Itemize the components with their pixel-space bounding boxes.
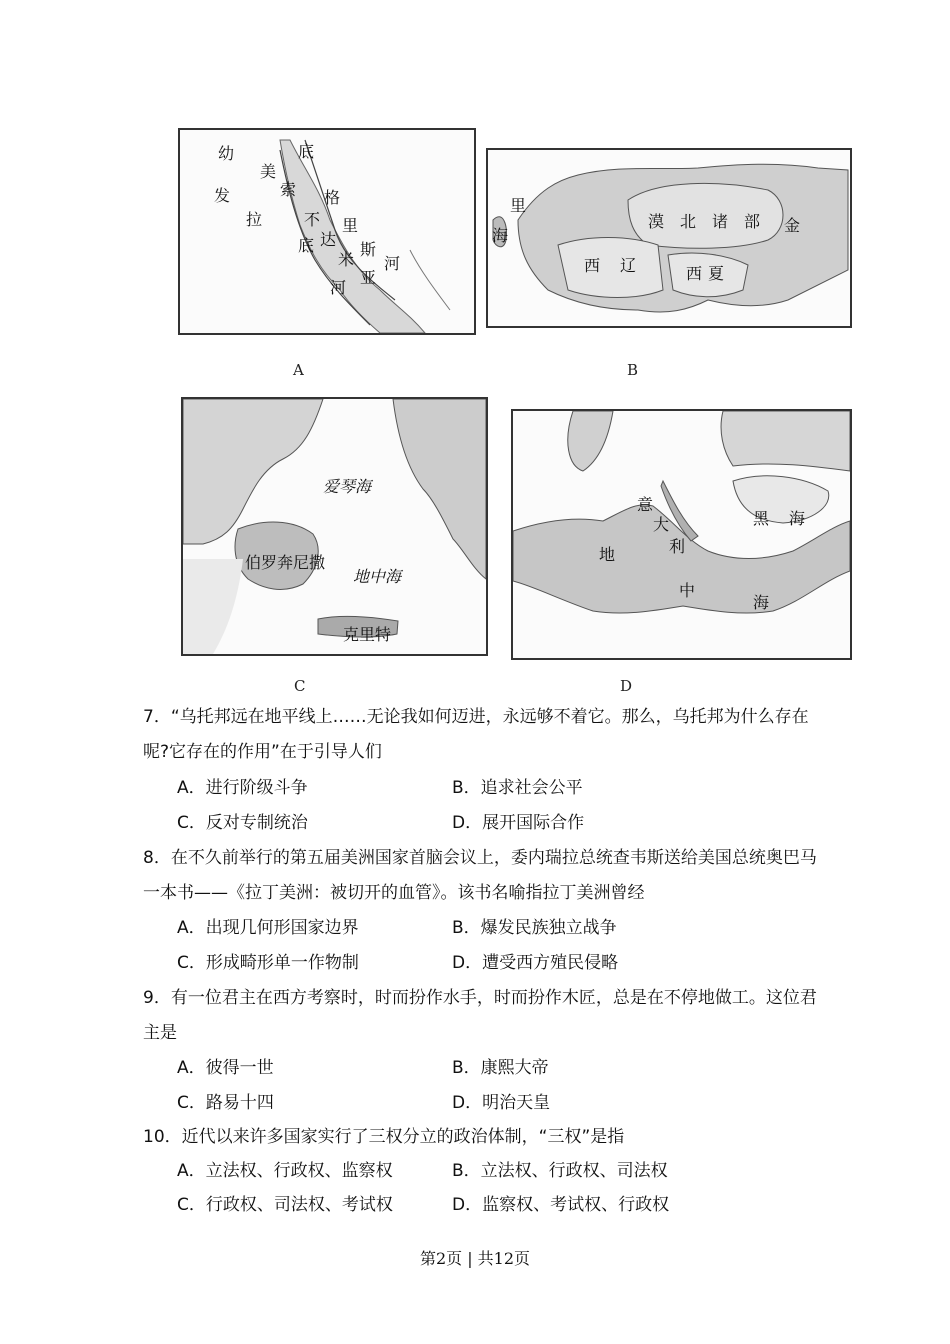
- question-9-line-1: 9．有一位君主在西方考察时，时而扮作水手，时而扮作木匠，总是在不停地做工。这位君: [143, 988, 817, 1008]
- question-7-option-d[interactable]: D．展开国际合作: [452, 813, 585, 833]
- map-a-text-13: 斯: [360, 240, 377, 259]
- question-8-option-a[interactable]: A．出现几何形国家边界: [177, 918, 359, 938]
- map-a-text-11: 达: [320, 230, 337, 249]
- map-b-text-11: 夏: [708, 264, 725, 283]
- question-7-option-b[interactable]: B．追求社会公平: [452, 778, 583, 798]
- question-7-line-1: 7．“乌托邦远在地平线上……无论我如何迈进，永远够不着它。那么，乌托邦为什么存在: [143, 707, 809, 727]
- map-a-text-3: 拉: [246, 210, 263, 229]
- map-d-text-5: 海: [789, 509, 806, 528]
- map-c-text-3: 地中海: [353, 567, 402, 586]
- map-b-text-5: 诸: [712, 212, 729, 231]
- map-a-label: A: [293, 361, 304, 379]
- question-10-option-a[interactable]: A．立法权、行政权、监察权: [177, 1161, 393, 1181]
- map-d-label: D: [620, 677, 633, 695]
- question-7-option-a[interactable]: A．进行阶级斗争: [177, 778, 308, 798]
- map-d-text-6: 地: [599, 545, 616, 564]
- question-9-option-d[interactable]: D．明治天皇: [452, 1093, 551, 1113]
- map-d-text-3: 利: [669, 537, 686, 556]
- page-footer: 第2页 | 共12页: [419, 1249, 531, 1268]
- map-d-text-8: 海: [753, 593, 770, 612]
- question-8-option-c[interactable]: C．形成畸形单一作物制: [177, 953, 359, 973]
- map-b-text-8: 西: [584, 256, 601, 275]
- question-8-option-b[interactable]: B．爆发民族独立战争: [452, 918, 617, 938]
- map-b-text-4: 北: [680, 212, 697, 231]
- map-a-text-15: 亚: [360, 268, 377, 287]
- map-a-text-1: 幼: [218, 144, 235, 163]
- map-b-label: B: [627, 361, 639, 379]
- map-a-text-12: 米: [338, 250, 355, 269]
- map-d-text-7: 中: [679, 581, 696, 600]
- map-a-text-6: 索: [280, 180, 297, 199]
- map-c-drawing: [183, 399, 486, 654]
- map-a-text-10: 底: [298, 236, 315, 255]
- question-9-option-b[interactable]: B．康熙大帝: [452, 1058, 549, 1078]
- map-d-text-2: 大: [653, 515, 670, 534]
- map-a-text-9: 里: [342, 216, 359, 235]
- map-a-text-16: 河: [330, 278, 347, 297]
- map-d-drawing: [513, 411, 850, 658]
- question-7-option-c[interactable]: C．反对专制统治: [177, 813, 308, 833]
- map-d-text-4: 黑: [753, 509, 770, 528]
- map-b-text-10: 西: [686, 264, 703, 283]
- question-8-line-1: 8．在不久前举行的第五届美洲国家首脑会议上，委内瑞拉总统查韦斯送给美国总统奥巴马: [143, 848, 817, 868]
- map-c-text-4: 克里特: [343, 625, 392, 644]
- map-a: [178, 128, 476, 335]
- question-8-option-d[interactable]: D．遭受西方殖民侵略: [452, 953, 619, 973]
- map-b-text-1: 里: [510, 196, 527, 215]
- question-10-line-1: 10．近代以来许多国家实行了三权分立的政治体制，“三权”是指: [143, 1127, 625, 1147]
- map-b-text-9: 辽: [620, 256, 637, 275]
- map-c: [181, 397, 488, 656]
- map-b-text-3: 漠: [648, 212, 665, 231]
- map-a-text-4: 底: [298, 142, 315, 161]
- map-d-text-1: 意: [637, 495, 654, 514]
- map-a-text-7: 不: [304, 210, 321, 229]
- map-b-text-2: 海: [492, 226, 509, 245]
- map-a-text-8: 格: [324, 188, 341, 207]
- map-c-label: C: [294, 677, 306, 695]
- question-9-option-a[interactable]: A．彼得一世: [177, 1058, 274, 1078]
- question-10-option-c[interactable]: C．行政权、司法权、考试权: [177, 1195, 393, 1215]
- question-10-option-d[interactable]: D．监察权、考试权、行政权: [452, 1195, 670, 1215]
- map-a-text-14: 河: [384, 254, 401, 273]
- question-7-line-2: 呢?它存在的作用”在于引导人们: [143, 742, 382, 762]
- map-a-text-2: 发: [214, 186, 231, 205]
- question-9-line-2: 主是: [143, 1023, 177, 1043]
- map-d: [511, 409, 852, 660]
- question-8-line-2: 一本书——《拉丁美洲：被切开的血管》。该书名喻指拉丁美洲曾经: [143, 883, 645, 903]
- map-b-drawing: [488, 150, 850, 326]
- map-b-text-7: 金: [784, 216, 801, 235]
- map-b-text-6: 部: [744, 212, 761, 231]
- map-c-text-1: 爱琴海: [323, 477, 372, 496]
- question-9-option-c[interactable]: C．路易十四: [177, 1093, 274, 1113]
- map-c-text-2: 伯罗奔尼撒: [245, 553, 326, 572]
- map-b: [486, 148, 852, 328]
- map-a-text-5: 美: [260, 162, 277, 181]
- question-10-option-b[interactable]: B．立法权、行政权、司法权: [452, 1161, 668, 1181]
